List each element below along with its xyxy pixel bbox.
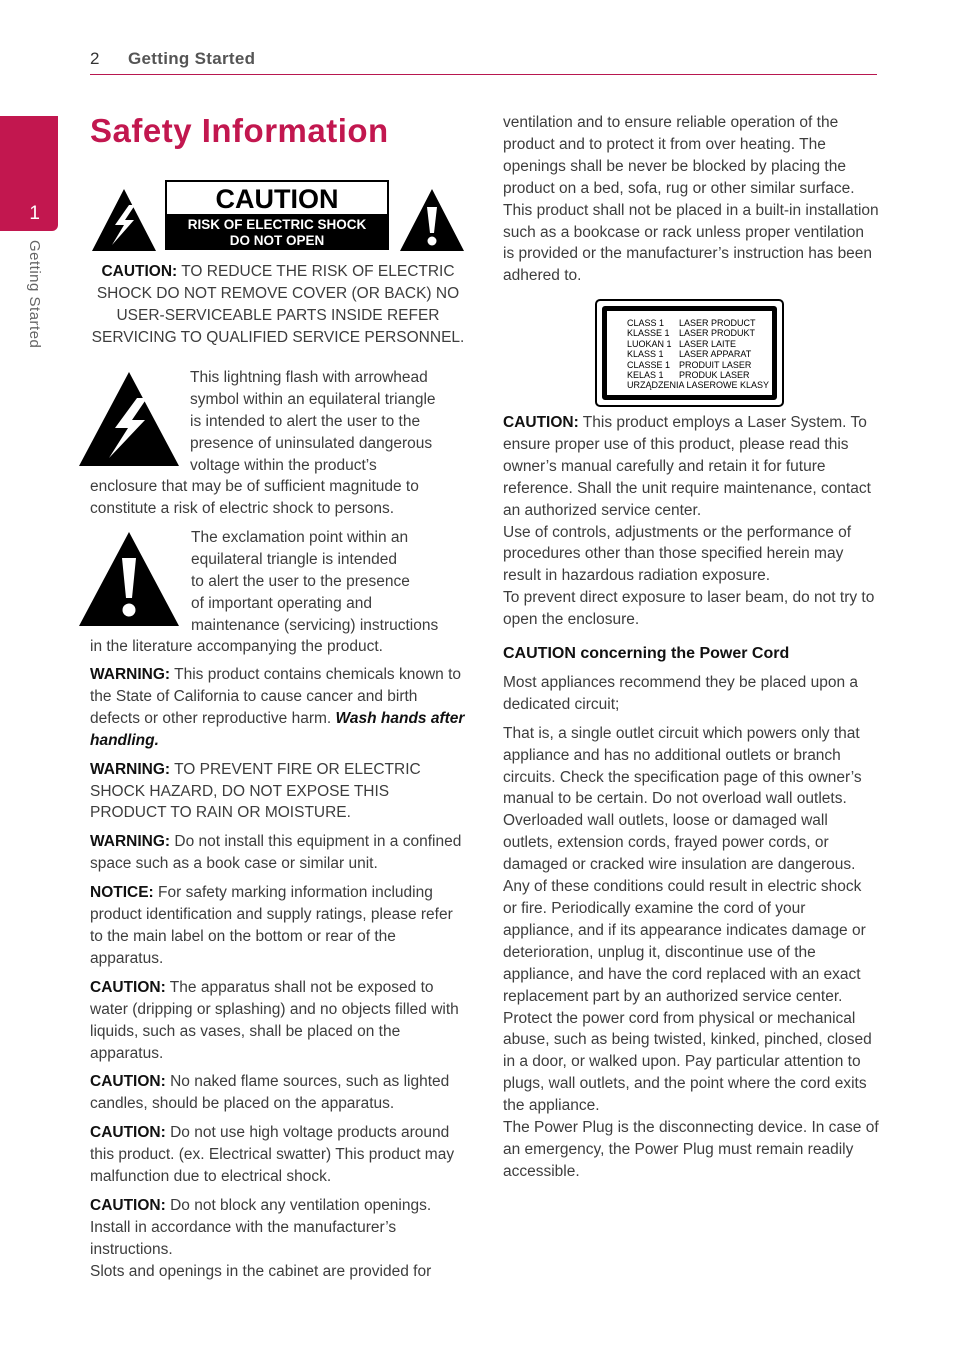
paragraph-label: NOTICE: [90,884,154,902]
lightning-line: This lightning flash with arrowhead [190,369,428,386]
laser-product: LASER LAITE [679,338,737,349]
lightning-explanation-lines [190,367,470,477]
paragraph-label: CAUTION: [90,1196,166,1214]
paragraph-label: WARNING: [90,760,171,778]
lightning-rest-text: enclosure that may be of sufficient magnitude to constitute a risk of electric shock to persons. [90,478,419,517]
paragraph-text: This product employs a Laser System. To ensure proper use of this product, please read this owner’s manual carefully and retain it for future reference. Shall the unit require maintenance, contact an authorized service center. [503,414,871,519]
exclamation-explanation-rest [90,636,466,658]
lightning-warning-icon [90,187,158,253]
page-header [90,46,877,75]
laser-label-row [627,349,768,359]
lightning-line: symbol within an equilateral triangle [190,390,436,408]
caution-box-subtitle [167,214,387,250]
caution-paragraph [90,1071,466,1115]
caution-box [165,180,389,250]
warning-paragraph [90,831,466,875]
lightning-line: voltage within the product’s [190,456,377,474]
exclamation-line: equilateral triangle is intended [191,550,397,568]
warning-paragraph [90,664,466,752]
caution-box-title: CAUTION [215,184,339,214]
paragraph-continuation: Slots and openings in the cabinet are provided for [90,1262,432,1280]
lightning-explanation-rest [90,476,466,520]
page-number: 2 [90,49,100,68]
paragraph-text: For safety marking information including product identification and supply ratings, please refer to the main label on the bottom or rear of the apparatus. [90,884,453,967]
laser-caution-paragraph [503,412,879,522]
page-title: Safety Information [90,112,389,149]
power-cord-section [503,643,879,1183]
laser-class: KELAS 1 [627,370,664,381]
power-cord-paragraph: The Power Plug is the disconnecting device. In case of an emergency, the Power Plug must remain readily accessible. [503,1119,879,1180]
exclamation-line: maintenance (servicing) instructions [191,616,439,634]
caution-paragraph [90,1195,466,1261]
left-warnings [90,664,466,1283]
exclamation-line: The exclamation point within an [191,529,409,546]
chapter-tab-label: Getting Started [26,240,43,349]
caution-notice-text: TO REDUCE THE RISK OF ELECTRIC SHOCK DO NOT REMOVE COVER (OR BACK) NO USER-SERVICEABLE PARTS INSIDE REFER SERVICING TO QUALIFIED SERVICE PERSONNEL. [91,263,465,346]
notice-paragraph [90,882,466,970]
exclamation-warning-icon [398,187,466,253]
exclamation-triangle-icon [77,530,181,628]
power-cord-heading: CAUTION concerning the Power Cord [503,645,790,662]
paragraph-label: CAUTION: [90,978,166,996]
laser-label-row [627,318,768,328]
laser-product: PRODUK LASER [679,370,750,381]
warning-paragraph [90,759,466,825]
paragraph-text: This product contains chemicals known to the State of California to cause cancer and birth defects or other reproductive harm. [90,666,461,727]
laser-class: KLASSE 1 [627,328,670,339]
lightning-line: is intended to alert the user to the [190,412,421,430]
exclamation-line: to alert the user to the presence [191,572,410,590]
laser-caution [503,412,879,631]
paragraph-label: CAUTION: [90,1124,166,1142]
laser-class: CLASSE 1 [627,359,671,370]
paragraph-label: CAUTION: [90,1073,166,1091]
caution-box-line-1: RISK OF ELECTRIC SHOCK [187,217,367,232]
paragraph-text: Do not use high voltage products around this product. (ex. Electrical swatter) This product may malfunction due to electrical shock. [90,1124,455,1186]
caution-notice-label: CAUTION: [101,263,178,280]
laser-label-row [627,380,777,391]
lightning-line: presence of uninsulated dangerous [190,434,433,452]
laser-class: KLASS 1 [627,349,664,360]
paragraph-label: WARNING: [90,666,171,683]
laser-caution-paragraph: Use of controls, adjustments or the performance of procedures other than those specified herein may result in hazardous radiation exposure. [503,523,852,585]
chapter-number: 1 [29,203,40,224]
paragraph-text: Do not block any ventilation openings. Install in accordance with the manufacturer’s instructions. [90,1196,432,1258]
laser-product: LASER APPARAT [679,349,752,360]
laser-class: LUOKAN 1 [627,338,672,349]
laser-label-row [627,339,768,349]
caution-box-line-2: DO NOT OPEN [229,232,325,248]
laser-class-label [595,299,784,407]
paragraph-emphasis: Wash hands after handling. [90,709,465,749]
laser-label-row [627,328,768,338]
exclamation-rest-text: in the literature accompanying the product. [90,638,383,655]
paragraph-label: CAUTION: [503,414,579,431]
paragraph-label: WARNING: [90,833,171,851]
ventilation-continued [503,112,879,287]
exclamation-explanation-lines [191,527,471,637]
laser-product: LASER PRODUCT [679,318,756,328]
paragraph-text: TO PREVENT FIRE OR ELECTRIC SHOCK HAZARD, DO NOT EXPOSE THIS PRODUCT TO RAIN OR MOISTURE. [90,760,421,822]
caution-banner [90,180,466,254]
laser-product: LASER PRODUKT [679,328,756,339]
caution-paragraph [90,1122,466,1188]
laser-class: URZĄDZENIA LASEROWE KLASY 1 [627,380,777,391]
caution-notice [90,261,466,349]
laser-label-row [627,370,768,380]
exclamation-line: of important operating and [191,594,372,612]
power-cord-paragraph: That is, a single outlet circuit which powers only that appliance and has no additional outlets or branch circuits. Check the specification page of this owner’s manual to be certain. Do not overload wall outlets. Overloaded wall outlets, loose or damaged wall outlets, extension cords, frayed power cords, or damaged or cracked wire insulation are dangerous. Any of these conditions could result in electric shock or fire. Periodically examine the cord of your appliance, and if its appearance indicates damage or deterioration, unplug it, discontinue use of the appliance, and have the cord replaced with an exact replacement part by an authorized service center. Protect the power cord from physical or mechanical abuse, such as being twisted, kinked, pinched, closed in a door, or walked upon. Pay particular attention to plugs, wall outlets, and the point where the cord exits the appliance. [503,724,872,1115]
laser-label-row [627,360,768,370]
caution-paragraph [90,977,466,1065]
laser-product: PRODUIT LASER [679,359,752,370]
laser-class: CLASS 1 [627,318,665,328]
paragraph-text: No naked flame sources, such as lighted candles, should be placed on the apparatus. [90,1073,450,1113]
lightning-triangle-icon [77,370,181,468]
laser-caution-paragraph: To prevent direct exposure to laser beam, do not try to open the enclosure. [503,589,875,629]
ventilation-text: ventilation and to ensure reliable operation of the product and to protect it from over heating. The openings shall be never be blocked by placing the product on a bed, sofa, rug or other similar surface. This product shall not be placed in a built-in installation such as a bookcase or rack unless proper ventilation is provided or the manufacturer’s instruction has been adhered to. [503,114,879,285]
paragraph-text: The apparatus shall not be exposed to water (dripping or splashing) and no objects filled with liquids, such as vases, shall be placed on the apparatus. [90,978,459,1062]
header-section-title: Getting Started [128,49,256,68]
paragraph-text: Do not install this equipment in a confined space such as a book case or similar unit. [90,833,462,873]
laser-label-inner [602,306,777,400]
power-cord-paragraph: Most appliances recommend they be placed upon a dedicated circuit; [503,673,858,713]
chapter-tab [0,116,58,231]
